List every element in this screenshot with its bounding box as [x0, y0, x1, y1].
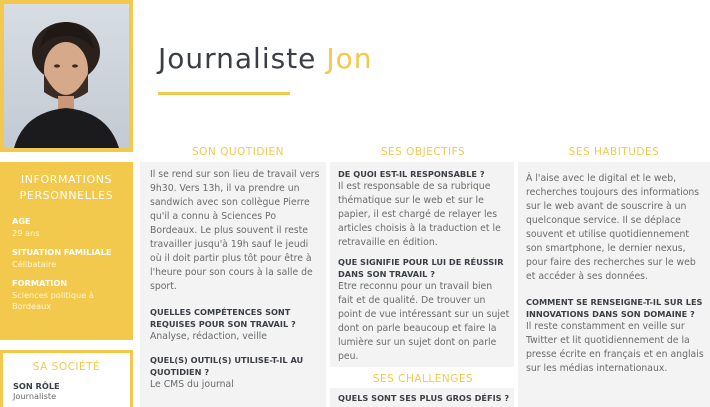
role-label: SON RÔLE	[13, 381, 60, 391]
quotidien-text: Il se rend sur son lieu de travail vers 9h30. Vers 13h, il va prendre un sandwich avec son collègue Pierre qu'il a connu à Sciences Po Bordeaux. Le plus souvent il reste travailler jusqu'à 19h sauf le jeudi où il doit partir plus tôt pour être à l'heure pour son cours à la salle de sport.	[150, 169, 320, 292]
quotidien-answer-1: Analyse, rédaction, veille	[150, 331, 267, 342]
objectifs-answer-1: Il est responsable de sa rubrique thématique sur le web et sur le papier, il est chargé de relayer les articles choisis à la traduction et le retravaille en édition.	[338, 181, 501, 248]
habitudes-answer-1: Il reste constamment en veille sur Twitter et lit quotidiennement de la presse écrite en français et en anglais sur les médias internationaux.	[526, 321, 704, 374]
situation-value: Célibataire	[12, 259, 57, 269]
company-title: SA SOCIÉTÉ	[32, 361, 101, 373]
title-underline	[158, 92, 290, 95]
situation-label: SITUATION FAMILIALE	[12, 247, 112, 257]
profile-photo-frame	[0, 0, 133, 152]
role-value: Journaliste	[13, 391, 57, 401]
quotidien-question-1: QUELLES COMPÉTENCES SONT REQUISES POUR SON TRAVAIL ?	[150, 307, 296, 329]
heading-challenges: SES CHALLENGES	[372, 373, 474, 385]
objectifs-question-1: DE QUOI EST-IL RESPONSABLE ?	[338, 169, 485, 179]
heading-quotidien: SON QUOTIDIEN	[191, 146, 285, 158]
quotidien-question-2: QUEL(S) OUTIL(S) UTILISE-T-IL AU QUOTIDIEN ?	[150, 355, 304, 377]
heading-habitudes: SES HABITUDES	[568, 146, 660, 158]
portrait-illustration	[4, 4, 129, 148]
challenges-content	[338, 392, 510, 404]
age-label: AGE	[12, 216, 31, 226]
quotidien-answer-2: Le CMS du journal	[150, 379, 234, 390]
quotidien-content	[150, 168, 322, 392]
title-prefix: Journaliste	[158, 42, 317, 75]
profile-photo	[4, 4, 129, 148]
formation-value: Sciences politique à Bordeaux	[12, 290, 94, 311]
habitudes-content	[526, 172, 704, 376]
objectifs-answer-2: Etre reconnu pour un travail bien fait et de qualité. De trouver un point de vue intéressant sur un sujet dont on parle beaucoup et faire la lumière sur un sujet dont on parle peu.	[338, 281, 510, 362]
title-name: Jon	[326, 42, 373, 75]
page-title	[158, 42, 372, 75]
heading-objectifs: SES OBJECTIFS	[380, 146, 466, 158]
objectifs-content	[338, 168, 510, 364]
objectifs-question-2: QUE SIGNIFIE POUR LUI DE RÉUSSIR DANS SON TRAVAIL ?	[338, 257, 504, 279]
habitudes-question-1: COMMENT SE RENSEIGNE-T-IL SUR LES INNOVATIONS DANS SON DOMAINE ?	[526, 297, 703, 319]
formation-label: FORMATION	[12, 278, 68, 288]
personal-info-box	[0, 162, 133, 340]
personal-info-title: INFORMATIONS PERSONNELLES	[19, 173, 114, 202]
habitudes-text: À l'aise avec le digital et le web, recherches toujours des informations sur le web avant de souscrire à un quelconque service. Il se déplace souvent et utilise quotidiennement son smartphone, le dernier nexus, pour faire des recherches sur le web et accéder à ses données.	[526, 173, 700, 282]
age-value: 29 ans	[12, 228, 40, 238]
challenges-question-1: QUELS SONT SES PLUS GROS DÉFIS ?	[338, 393, 510, 403]
company-box	[0, 350, 133, 407]
